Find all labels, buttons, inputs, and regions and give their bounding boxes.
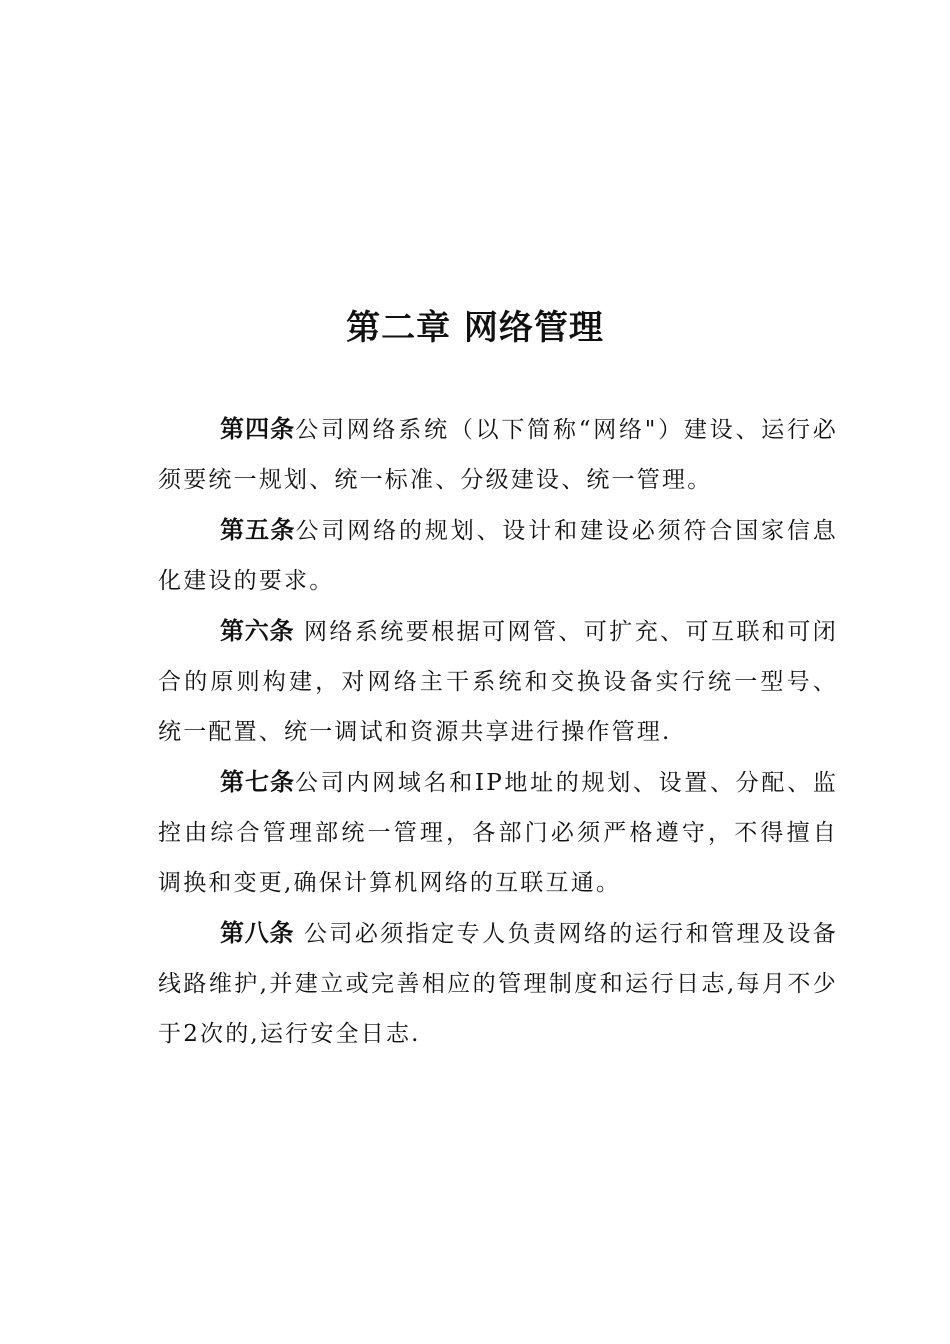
document-body: [158, 404, 838, 1059]
article-text: 网络系统要根据可网管、可扩充、可互联和可闭合的原则构建，对网络主干系统和交换设备实行统一型号、统一配置、统一调试和资源共享进行操作管理.: [158, 619, 839, 745]
article-8: [158, 908, 838, 1059]
article-5: [158, 505, 838, 606]
article-text: 公司网络系统（以下简称“网络"）建设、运行必须要统一规划、统一标准、分级建设、统一管理。: [158, 417, 838, 493]
article-6: [158, 606, 838, 757]
article-text: 公司内网域名和IP地址的规划、设置、分配、监控由综合管理部统一管理，各部门必须严格遵守，不得擅自调换和变更,确保计算机网络的互联互通。: [158, 770, 839, 896]
article-4: [158, 404, 838, 505]
article-text: 公司网络的规划、设计和建设必须符合国家信息化建设的要求。: [158, 518, 839, 594]
article-label: 第八条: [220, 918, 295, 947]
article-label: 第七条: [220, 767, 296, 796]
article-text: 公司必须指定专人负责网络的运行和管理及设备线路维护,并建立或完善相应的管理制度和运行日志,每月不少于2次的,运行安全日志.: [158, 921, 839, 1047]
article-label: 第五条: [220, 515, 296, 544]
article-label: 第四条: [220, 414, 296, 443]
article-7: [158, 757, 838, 908]
article-label: 第六条: [220, 616, 295, 645]
chapter-title: 第二章 网络管理: [346, 308, 604, 348]
